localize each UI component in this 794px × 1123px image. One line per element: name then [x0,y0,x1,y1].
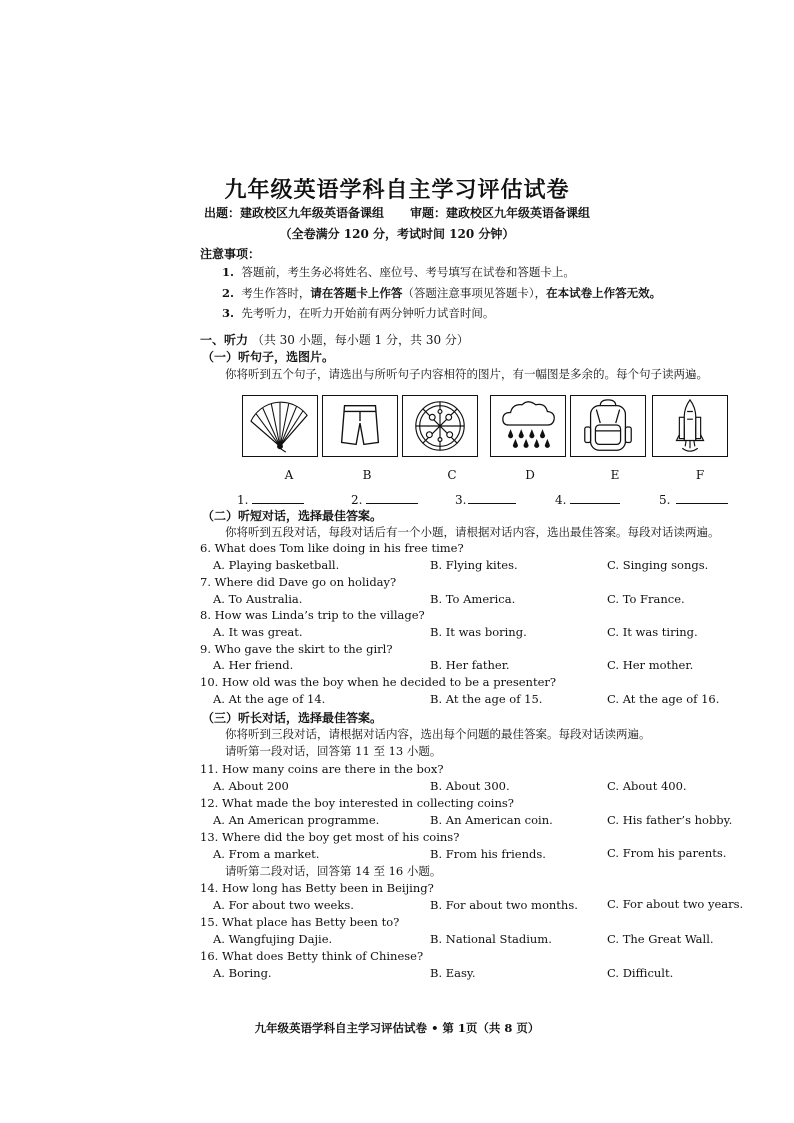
picture-a [242,395,318,457]
picture-letter: A [284,468,294,482]
option-b[interactable]: B. Flying kites. [430,558,518,572]
answer-blank-4[interactable] [555,491,620,507]
option-c[interactable]: C. For about two years. [607,897,744,911]
question-7: 7. Where did Dave go on holiday? [200,575,397,589]
author-line: 出题：建政校区九年级英语备课组 [203,206,384,220]
question-14: 14. How long has Betty been in Beijing? [200,881,434,895]
answer-blank-1[interactable] [237,491,304,507]
option-b[interactable]: B. It was boring. [430,625,527,639]
option-c[interactable]: C. To France. [607,592,685,606]
question-12: 12. What made the boy interested in collecting coins? [200,796,514,810]
question-10: 10. How old was the boy when he decided to be a presenter? [200,675,557,689]
page-title: 九年级英语学科自主学习评估试卷 [224,177,570,203]
option-b[interactable]: B. From his friends. [430,847,546,861]
page-footer: 九年级英语学科自主学习评估试卷 • 第 1页（共 8 页） [254,1021,540,1035]
option-a[interactable]: A. Her friend. [213,658,294,672]
blank-line[interactable] [570,491,620,504]
option-a[interactable]: A. It was great. [213,625,303,639]
picture-letter: F [695,468,705,482]
question-11: 11. How many coins are there in the box? [200,762,444,776]
shorts-icon [323,396,397,456]
backpack-icon [571,396,645,456]
blank-number: 1. [237,493,249,507]
blank-number: 5. [659,493,671,507]
note-emphasis: 请在答题卡上作答 [310,286,403,300]
option-a[interactable]: A. To Australia. [213,592,303,606]
answer-blank-3[interactable] [455,491,516,507]
blank-line[interactable] [468,491,516,504]
picture-b [322,395,398,457]
picture-c [402,395,478,457]
note-3 [222,305,494,321]
note-text: 先考听力，在听力开始前有两分钟听力试音时间。 [241,306,495,320]
option-c[interactable]: C. About 400. [607,779,687,793]
picture-e [570,395,646,457]
question-16: 16. What does Betty think of Chinese? [200,949,424,963]
note-number: 1. [222,265,235,279]
note-number: 2. [222,286,235,300]
option-b[interactable]: B. National Stadium. [430,932,552,946]
option-c[interactable]: C. Her mother. [607,658,694,672]
picture-letter: C [447,468,457,482]
note-number: 3. [222,306,235,320]
blank-line[interactable] [676,491,728,504]
answer-blank-5[interactable] [659,491,728,507]
option-a[interactable]: A. About 200 [213,779,289,793]
note-text: 考生作答时， [241,286,311,300]
question-15: 15. What place has Betty been to? [200,915,400,929]
note-2 [222,285,661,301]
option-a[interactable]: A. Wangfujing Dajie. [213,932,333,946]
option-a[interactable]: A. For about two weeks. [213,898,354,912]
picture-letter: D [525,468,535,482]
option-b[interactable]: B. To America. [430,592,516,606]
picture-letter: B [362,468,372,482]
option-b[interactable]: B. At the age of 15. [430,692,543,706]
option-b[interactable]: B. Her father. [430,658,510,672]
option-c[interactable]: C. From his parents. [607,846,727,860]
option-a[interactable]: A. Playing basketball. [213,558,340,572]
dialog-2-note: 请听第二段对话，回答第 14 至 16 小题。 [225,864,442,878]
option-b[interactable]: B. For about two months. [430,898,578,912]
option-c[interactable]: C. Singing songs. [607,558,709,572]
space-shuttle-icon [653,396,727,456]
dialog-1-note: 请听第一段对话，回答第 11 至 13 小题。 [225,744,442,758]
option-c[interactable]: C. At the age of 16. [607,692,720,706]
note-emphasis: 在本试卷上作答无效。 [546,286,662,300]
part-1-title: （一）听句子，选图片。 [202,350,335,364]
part-3-title: （三）听长对话，选择最佳答案。 [202,711,383,725]
picture-f [652,395,728,457]
note-text: （答题注意事项见答题卡）， [402,286,547,300]
picture-letter: E [610,468,620,482]
question-8: 8. How was Linda’s trip to the village? [200,608,425,622]
pizza-icon [403,396,477,456]
blank-number: 3. [455,493,467,507]
section-title: 一、听力 [200,333,249,347]
picture-d [490,395,566,457]
option-a[interactable]: A. Boring. [213,966,272,980]
answer-blank-2[interactable] [351,491,418,507]
option-b[interactable]: B. About 300. [430,779,510,793]
option-b[interactable]: B. Easy. [430,966,476,980]
part-1-instructions: 你将听到五个句子，请选出与所听句子内容相符的图片，有一幅图是多余的。每个句子读两遍。 [225,367,708,381]
note-1 [222,264,575,280]
option-a[interactable]: A. An American programme. [213,813,380,827]
option-c[interactable]: C. The Great Wall. [607,932,714,946]
section-info: （共 30 小题，每小题 1 分，共 30 分） [251,333,469,347]
exam-authors [0,204,794,221]
note-text: 答题前，考生务必将姓名、座位号、考号填写在试卷和答题卡上。 [241,265,575,279]
question-9: 9. Who gave the skirt to the girl? [200,642,393,656]
option-c[interactable]: C. Difficult. [607,966,674,980]
rain-icon [491,396,565,456]
part-3-instructions: 你将听到三段对话，请根据对话内容，选出每个问题的最佳答案。每段对话读两遍。 [225,727,651,741]
score-time-note: （全卷满分 120 分，考试时间 120 分钟） [279,227,515,241]
part-2-title: （二）听短对话，选择最佳答案。 [202,509,383,523]
option-c[interactable]: C. His father’s hobby. [607,813,733,827]
option-b[interactable]: B. An American coin. [430,813,553,827]
blank-number: 2. [351,493,363,507]
blank-line[interactable] [252,491,304,504]
reviewer-line: 审题：建政校区九年级英语备课组 [410,206,591,220]
blank-line[interactable] [366,491,418,504]
option-c[interactable]: C. It was tiring. [607,625,698,639]
option-a[interactable]: A. At the age of 14. [213,692,326,706]
part-2-instructions: 你将听到五段对话，每段对话后有一个小题，请根据对话内容，选出最佳答案。每段对话读两遍。 [225,525,720,539]
section-1-heading [200,331,469,348]
option-a[interactable]: A. From a market. [213,847,320,861]
blank-number: 4. [555,493,567,507]
question-13: 13. Where did the boy get most of his coins? [200,830,460,844]
fan-icon [243,396,317,456]
question-6: 6. What does Tom like doing in his free time? [200,541,464,555]
notes-title: 注意事项： [200,247,261,261]
